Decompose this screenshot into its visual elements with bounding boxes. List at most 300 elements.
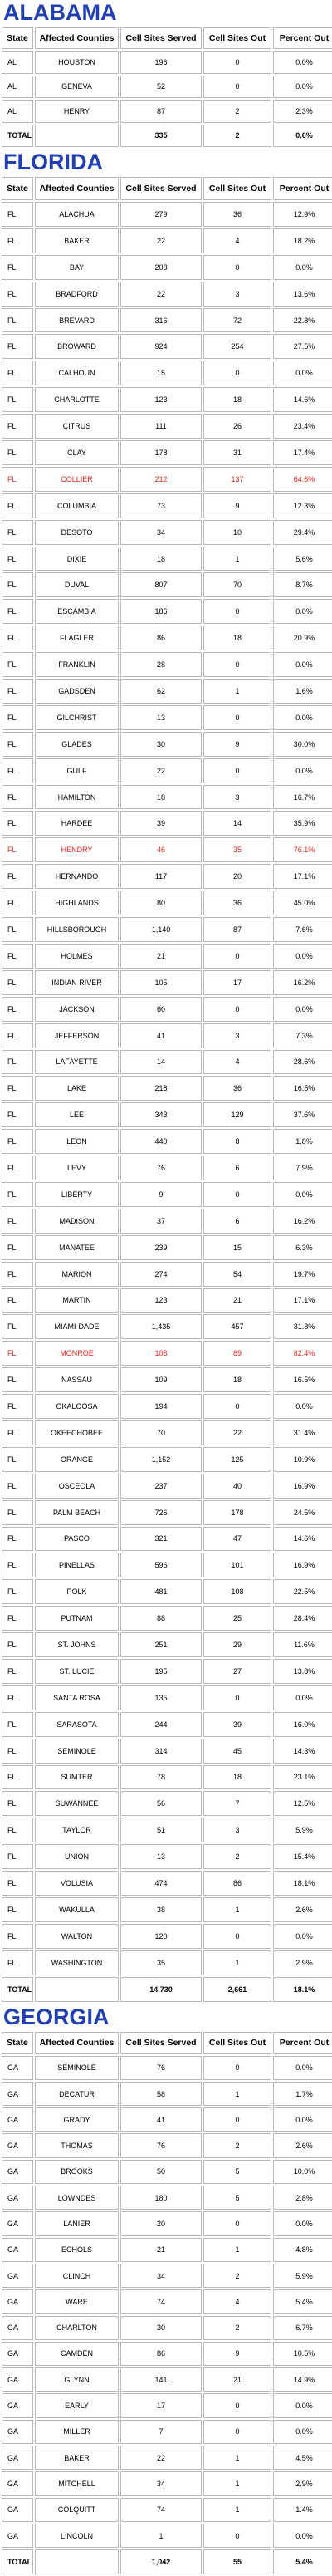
total-out: 2 [203,125,271,148]
table-row [2,1579,332,1604]
cell-pct: 6.7% [273,2316,332,2340]
cell-county: HARDEE [35,811,119,836]
cell-out: 3 [203,785,271,810]
cell-pct: 29.4% [273,520,332,545]
cell-served: 807 [120,572,202,597]
cell-pct: 6.3% [273,1235,332,1260]
table-row [2,944,332,969]
cell-state: GA [2,2160,33,2184]
cell-county: THOMAS [35,2133,119,2157]
cell-served: 86 [120,626,202,650]
cell-out: 70 [203,572,271,597]
cell-served: 117 [120,864,202,889]
cell-out: 18 [203,1765,271,1790]
cell-pct: 0.0% [273,1924,332,1949]
total-pct: 18.1% [273,1977,332,2002]
table-row [2,255,332,280]
cell-out: 0 [203,758,271,783]
cell-out: 4 [203,1050,271,1075]
cell-state: FL [2,440,33,465]
cell-county: JEFFERSON [35,1023,119,1048]
cell-out: 254 [203,334,271,359]
cell-county: BROWARD [35,334,119,359]
cell-state: FL [2,1791,33,1816]
cell-pct: 0.0% [273,2393,332,2417]
cell-out: 0 [203,361,271,385]
cell-pct: 17.1% [273,864,332,889]
cell-county: LOWNDES [35,2186,119,2210]
cell-out: 17 [203,970,271,995]
cell-county: HOLMES [35,944,119,969]
cell-served: 474 [120,1871,202,1896]
cell-served: 76 [120,1156,202,1180]
cell-county: HENDRY [35,837,119,862]
table-row [2,1474,332,1499]
cell-out: 54 [203,1262,271,1287]
cell-pct: 4.5% [273,2446,332,2470]
table-row [2,1712,332,1737]
table-row [2,2211,332,2235]
cell-served: 76 [120,2133,202,2157]
cell-county: LIBERTY [35,1182,119,1207]
cell-out: 89 [203,1341,271,1366]
cell-served: 111 [120,414,202,439]
cell-served: 73 [120,493,202,518]
cell-state: FL [2,1474,33,1499]
cell-state: FL [2,414,33,439]
total-out: 2,661 [203,1977,271,2002]
total-label: TOTAL [2,1977,33,2002]
cell-served: 13 [120,1844,202,1869]
cell-county: MADISON [35,1209,119,1234]
cell-state: GA [2,2264,33,2288]
cell-state: FL [2,837,33,862]
table-row [2,2524,332,2548]
cell-pct: 37.6% [273,1102,332,1127]
header-cell-sites-out: Cell Sites Out [203,2032,271,2054]
table-row [2,1050,332,1075]
cell-county: VOLUSIA [35,1871,119,1896]
cell-served: 440 [120,1129,202,1154]
cell-served: 123 [120,1288,202,1313]
cell-served: 22 [120,758,202,783]
table-row [2,2082,332,2106]
cell-pct: 16.0% [273,1712,332,1737]
cell-state: FL [2,997,33,1022]
cell-pct: 20.9% [273,626,332,650]
table-row [2,440,332,465]
cell-served: 70 [120,1420,202,1445]
cell-state: FL [2,1447,33,1472]
cell-out: 3 [203,1818,271,1842]
cell-out: 0 [203,1924,271,1949]
state-title: ALABAMA [3,0,117,25]
cell-county: COLLIER [35,467,119,492]
table-row [2,1871,332,1896]
cell-state: FL [2,1076,33,1101]
cell-county: ST. LUCIE [35,1659,119,1684]
cell-county: HILLSBOROUGH [35,917,119,942]
cell-served: 18 [120,785,202,810]
table-row [2,1420,332,1445]
cell-served: 13 [120,705,202,730]
cell-pct: 28.6% [273,1050,332,1075]
cell-served: 18 [120,547,202,572]
table-row [2,1394,332,1419]
cell-county: PASCO [35,1527,119,1552]
cell-county: WASHINGTON [35,1950,119,1975]
county-table [0,2030,332,2576]
cell-pct: 12.3% [273,493,332,518]
table-row [2,2056,332,2080]
cell-county: MARION [35,1262,119,1287]
cell-out: 39 [203,1712,271,1737]
cell-pct: 0.0% [273,255,332,280]
cell-state: AL [2,100,33,123]
cell-out: 178 [203,1500,271,1525]
table-row [2,228,332,253]
cell-county: MARTIN [35,1288,119,1313]
table-row [2,2238,332,2262]
table-row [2,705,332,730]
cell-pct: 16.2% [273,1209,332,1234]
table-row [2,1685,332,1710]
cell-state: FL [2,1288,33,1313]
cell-state: GA [2,2107,33,2132]
cell-county: CLINCH [35,2264,119,2288]
cell-state: FL [2,520,33,545]
cell-served: 38 [120,1897,202,1922]
cell-state: FL [2,1765,33,1790]
cell-out: 1 [203,547,271,572]
cell-pct: 0.0% [273,2107,332,2132]
cell-state: GA [2,2446,33,2470]
total-out: 55 [203,2549,271,2574]
cell-out: 14 [203,811,271,836]
cell-served: 74 [120,2498,202,2522]
table-row [2,1606,332,1631]
cell-state: FL [2,493,33,518]
cell-served: 34 [120,2264,202,2288]
cell-state: FL [2,811,33,836]
table-row [2,2342,332,2366]
cell-out: 0 [203,255,271,280]
cell-out: 9 [203,732,271,757]
cell-out: 18 [203,626,271,650]
cell-pct: 45.0% [273,891,332,915]
table-row [2,679,332,704]
cell-county: DIXIE [35,547,119,572]
header-state: State [2,27,33,49]
cell-pct: 0.0% [273,76,332,99]
cell-out: 9 [203,2342,271,2366]
cell-out: 0 [203,2107,271,2132]
header-row [2,177,332,200]
cell-county: GULF [35,758,119,783]
cell-state: GA [2,2082,33,2106]
cell-out: 20 [203,864,271,889]
cell-county: CAMDEN [35,2342,119,2366]
cell-out: 0 [203,2056,271,2080]
cell-out: 2 [203,100,271,123]
table-row [2,1527,332,1552]
cell-out: 18 [203,1367,271,1392]
cell-pct: 0.0% [273,2211,332,2235]
cell-county: LANIER [35,2211,119,2235]
cell-served: 108 [120,1341,202,1366]
cell-pct: 35.9% [273,811,332,836]
cell-state: FL [2,1420,33,1445]
cell-out: 2 [203,2133,271,2157]
cell-state: GA [2,2420,33,2444]
cell-out: 25 [203,1606,271,1631]
cell-pct: 0.0% [273,361,332,385]
cell-out: 0 [203,1182,271,1207]
header-cell-sites-out: Cell Sites Out [203,27,271,49]
cell-county: DECATUR [35,2082,119,2106]
cell-pct: 10.9% [273,1447,332,1472]
header-row [2,27,332,49]
cell-served: 244 [120,1712,202,1737]
cell-state: FL [2,1527,33,1552]
cell-pct: 28.4% [273,1606,332,1631]
cell-served: 239 [120,1235,202,1260]
cell-served: 80 [120,891,202,915]
total-blank [35,2549,119,2574]
cell-state: FL [2,308,33,333]
cell-county: MIAMI-DADE [35,1314,119,1339]
cell-out: 36 [203,202,271,227]
table-row [2,864,332,889]
cell-served: 123 [120,387,202,412]
cell-state: FL [2,1156,33,1180]
table-row [2,2289,332,2313]
cell-pct: 31.8% [273,1314,332,1339]
cell-served: 279 [120,202,202,227]
table-row [2,51,332,74]
total-blank [35,125,119,148]
table-row [2,2316,332,2340]
table-row [2,2133,332,2157]
cell-pct: 0.0% [273,758,332,783]
cell-county: POLK [35,1579,119,1604]
cell-served: 56 [120,1791,202,1816]
cell-out: 4 [203,2289,271,2313]
cell-state: FL [2,679,33,704]
cell-county: BREVARD [35,308,119,333]
cell-pct: 82.4% [273,1341,332,1366]
table-row [2,1023,332,1048]
cell-served: 343 [120,1102,202,1127]
cell-out: 9 [203,493,271,518]
cell-served: 58 [120,2082,202,2106]
cell-county: ALACHUA [35,202,119,227]
cell-out: 87 [203,917,271,942]
total-pct: 5.4% [273,2549,332,2574]
cell-served: 218 [120,1076,202,1101]
cell-state: FL [2,1579,33,1604]
cell-county: SUMTER [35,1765,119,1790]
total-row [2,2549,332,2574]
cell-served: 208 [120,255,202,280]
cell-county: SUWANNEE [35,1791,119,1816]
cell-state: FL [2,1871,33,1896]
cell-out: 27 [203,1659,271,1684]
cell-served: 321 [120,1527,202,1552]
table-row [2,202,332,227]
cell-state: FL [2,1606,33,1631]
cell-pct: 1.8% [273,1129,332,1154]
cell-state: FL [2,1632,33,1657]
cell-pct: 13.8% [273,1659,332,1684]
cell-out: 6 [203,1209,271,1234]
cell-served: 41 [120,1023,202,1048]
table-row [2,361,332,385]
cell-served: 596 [120,1553,202,1577]
cell-pct: 17.1% [273,1288,332,1313]
cell-county: GRADY [35,2107,119,2132]
cell-state: GA [2,2471,33,2495]
cell-county: OKALOOSA [35,1394,119,1419]
cell-pct: 0.0% [273,1394,332,1419]
cell-state: FL [2,1102,33,1127]
cell-pct: 5.4% [273,2289,332,2313]
cell-served: 180 [120,2186,202,2210]
cell-served: 51 [120,1818,202,1842]
cell-county: GILCHRIST [35,705,119,730]
cell-county: LEVY [35,1156,119,1180]
table-row [2,520,332,545]
cell-out: 40 [203,1474,271,1499]
cell-state: FL [2,572,33,597]
cell-county: LEE [35,1102,119,1127]
table-row [2,1791,332,1816]
cell-out: 22 [203,1420,271,1445]
cell-state: GA [2,2211,33,2235]
cell-state: FL [2,785,33,810]
cell-served: 135 [120,1685,202,1710]
cell-state: FL [2,1659,33,1684]
table-row [2,758,332,783]
cell-county: WARE [35,2289,119,2313]
cell-pct: 30.0% [273,732,332,757]
cell-county: CITRUS [35,414,119,439]
cell-pct: 12.9% [273,202,332,227]
table-row [2,1897,332,1922]
header-affected-counties: Affected Counties [35,177,119,200]
cell-county: GENEVA [35,76,119,99]
cell-out: 5 [203,2186,271,2210]
cell-pct: 5.9% [273,1818,332,1842]
cell-out: 26 [203,414,271,439]
state-title: GEORGIA [3,2004,110,2029]
cell-out: 6 [203,1156,271,1180]
county-table [0,26,332,149]
cell-county: GLYNN [35,2367,119,2392]
cell-out: 21 [203,1288,271,1313]
table-row [2,626,332,650]
state-section [0,2004,332,2576]
cell-county: LINCOLN [35,2524,119,2548]
header-percent-out: Percent Out [273,2032,332,2054]
total-row [2,125,332,148]
cell-served: 78 [120,1765,202,1790]
cell-state: FL [2,1394,33,1419]
cell-state: GA [2,2238,33,2262]
table-row [2,334,332,359]
total-blank [35,1977,119,2002]
cell-out: 1 [203,2446,271,2470]
cell-county: HENRY [35,100,119,123]
cell-out: 129 [203,1102,271,1127]
cell-served: 52 [120,76,202,99]
cell-out: 0 [203,51,271,74]
header-affected-counties: Affected Counties [35,27,119,49]
cell-served: 237 [120,1474,202,1499]
header-cell-sites-served: Cell Sites Served [120,177,202,200]
cell-state: FL [2,282,33,307]
cell-served: 7 [120,2420,202,2444]
state-title: FLORIDA [3,150,103,174]
cell-state: FL [2,970,33,995]
cell-county: SANTA ROSA [35,1685,119,1710]
cell-state: FL [2,202,33,227]
cell-pct: 2.6% [273,1897,332,1922]
cell-pct: 11.6% [273,1632,332,1657]
cell-out: 0 [203,599,271,624]
header-cell-sites-served: Cell Sites Served [120,2032,202,2054]
cell-out: 137 [203,467,271,492]
total-label: TOTAL [2,2549,33,2574]
cell-county: JACKSON [35,997,119,1022]
table-row [2,308,332,333]
cell-served: 37 [120,1209,202,1234]
header-affected-counties: Affected Counties [35,2032,119,2054]
cell-served: 1 [120,2524,202,2548]
table-row [2,2107,332,2132]
cell-state: FL [2,864,33,889]
table-row [2,652,332,677]
county-table [0,175,332,2004]
cell-served: 178 [120,440,202,465]
cell-state: FL [2,758,33,783]
cell-pct: 16.9% [273,1474,332,1499]
table-row [2,917,332,942]
cell-pct: 16.5% [273,1367,332,1392]
cell-county: TAYLOR [35,1818,119,1842]
cell-state: FL [2,1314,33,1339]
cell-served: 1,140 [120,917,202,942]
cell-county: COLUMBIA [35,493,119,518]
total-row [2,1977,332,2002]
cell-out: 0 [203,2524,271,2548]
table-row [2,1314,332,1339]
cell-served: 46 [120,837,202,862]
cell-county: HOUSTON [35,51,119,74]
table-row [2,2264,332,2288]
table-row [2,2367,332,2392]
cell-state: GA [2,2056,33,2080]
cell-pct: 22.8% [273,308,332,333]
table-row [2,1262,332,1287]
cell-county: MANATEE [35,1235,119,1260]
cell-served: 1,435 [120,1314,202,1339]
cell-pct: 17.4% [273,440,332,465]
cell-pct: 1.4% [273,2498,332,2522]
cell-pct: 0.0% [273,997,332,1022]
cell-out: 1 [203,2082,271,2106]
cell-served: 74 [120,2289,202,2313]
